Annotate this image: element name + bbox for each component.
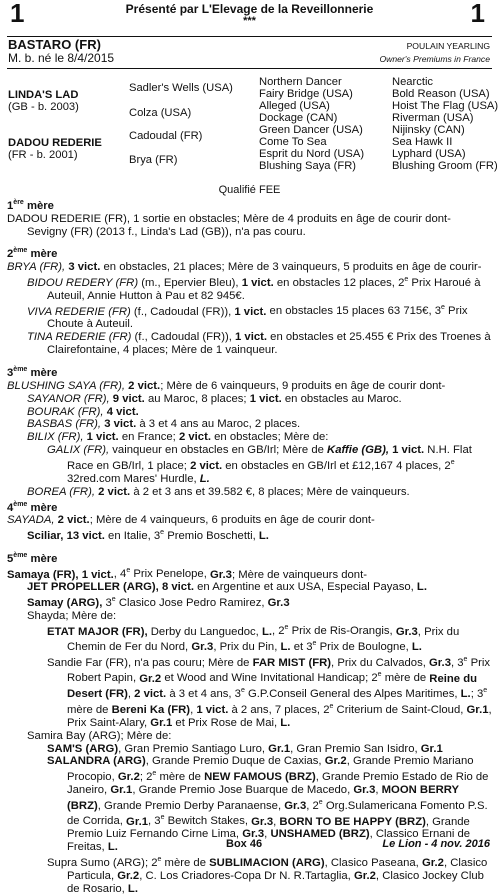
pedigree-gen4: Riverman (USA) xyxy=(392,112,474,124)
produce-line: ETAT MAJOR (FR), Derby du Languedoc, L., 2e Prix de Ris-Orangis, Gr.3, Prix du Chemin de Fer du Nord, Gr.3, Prix du Pin, L. et 3e Prix de Boulogne, L. xyxy=(47,624,460,654)
pedigree-dam-info: (FR - b. 2001) xyxy=(8,149,78,161)
pedigree-gen2: Sadler's Wells (USA) xyxy=(129,82,233,94)
pedigree-gen3: Come To Sea xyxy=(259,136,327,148)
pedigree-gen3: Northern Dancer xyxy=(259,76,342,88)
pedigree-gen2: Colza (USA) xyxy=(129,107,192,119)
pedigree-gen2: Brya (FR) xyxy=(129,154,178,166)
produce-line: BIDOU REDERY (FR) (m., Epervier Bleu), 1 vict. en obstacles 12 places, 2e Prix Haroué à Auteuil, Annie Hutton à Pau et 82 945€. xyxy=(27,276,481,302)
qualifie-fee: Qualifié FEE xyxy=(218,184,281,196)
produce-line: Samay (ARG), 3e Clasico Jose Pedro Ramirez, Gr.3 xyxy=(27,596,290,609)
section-title-1: 1ère mère xyxy=(7,199,54,212)
third-dam-line: BLUSHING SAYA (FR), 2 vict.; Mère de 6 vainqueurs, 9 produits en âge de courir dont- xyxy=(7,379,446,392)
produce-line: VIVA REDERIE (FR) (f., Cadoudal (FR)), 1 vict. en obstacles 15 places 63 715€, 3e Prix Choute à Auteuil. xyxy=(27,304,468,331)
produce-line: BILIX (FR), 1 vict. en France; 2 vict. en obstacles; Mère de: xyxy=(27,431,329,444)
section-title-3: 3ème mère xyxy=(7,366,58,379)
pedigree-sire: LINDA'S LAD xyxy=(8,89,79,101)
horse-birth: M. b. né le 8/4/2015 xyxy=(8,51,115,65)
pedigree-gen4: Nijinsky (CAN) xyxy=(392,124,465,136)
produce-line: JET PROPELLER (ARG), 8 vict. en Argentine et aux USA, Especial Payaso, L. xyxy=(27,581,427,594)
second-dam-line: BRYA (FR), 3 vict. en obstacles, 21 places; Mère de 3 vainqueurs, 5 produits en âge de courir- xyxy=(7,261,482,274)
produce-line: BASBAS (FR), 3 vict. à 3 et 4 ans au Maroc, 2 places. xyxy=(27,418,301,431)
produce-line: GALIX (FR), vainqueur en obstacles en GB/Irl; Mère de Kaffie (GB), 1 vict. N.H. Flat Race en GB/Irl, 1 place; 2 vict. en obstacles en GB/Irl et £12,167 4 places, 2e 32red.com Mares' Hurdle, L. xyxy=(47,444,472,485)
produce-line: Samira Bay (ARG); Mère de: xyxy=(27,729,172,742)
pedigree-gen4: Nearctic xyxy=(392,76,434,88)
pedigree-gen3: Green Dancer (USA) xyxy=(259,124,363,136)
produce-line: BOURAK (FR), 4 vict. xyxy=(27,405,139,418)
section-title-4: 4ème mère xyxy=(7,500,58,514)
stars: *** xyxy=(243,15,256,27)
pedigree-gen4: Blushing Groom (FR) xyxy=(392,160,498,172)
produce-line: TINA REDERIE (FR) (f., Cadoudal (FR)), 1 vict. en obstacles et 25.455 € Prix des Troenes à Clairefontaine, 4 places; Mère de 1 vainqueur. xyxy=(27,331,491,357)
pedigree-gen4: Hoist The Flag (USA) xyxy=(392,100,499,112)
produce-record xyxy=(7,197,492,896)
produce-line: Shayda; Mère de: xyxy=(27,609,117,622)
produce-line: Sandie Far (FR), n'a pas couru; Mère de FAR MIST (FR), Prix du Calvados, Gr.3, 3e Prix Robert Papin, Gr.2 et Wood and Wine Invitational Handicap; 2e mère de Reine du Desert (FR), 2 vict. à 3 et 4 ans, 3e G.P.Conseil General des Alpes Maritimes, L.; 3e mère de Bereni Ka (FR), 1 vict. à 2 ans, 7 places, 2e Criterium de Saint-Cloud, Gr.1, Prix Saint-Alary, Gr.1 et Prix Rose de Mai, L. xyxy=(47,656,492,729)
horse-category: POULAIN YEARLING xyxy=(406,41,490,51)
pedigree-dam: DADOU REDERIE xyxy=(8,137,102,149)
pedigree-gen4: Lyphard (USA) xyxy=(392,148,466,160)
produce-line: Supra Sumo (ARG); 2e mère de SUBLIMACION (ARG), Clasico Paseana, Gr.2, Clasico Particula, Gr.2, C. Los Criadores-Copa Dr N. R.Tartaglia, Gr.2, Clasico Jockey Club de Rosario, L. xyxy=(47,856,488,895)
divider-pedigree-top xyxy=(7,68,492,69)
horse-name: BASTARO (FR) xyxy=(8,37,101,52)
presenter: Présenté par L'Elevage de la Reveillonnerie xyxy=(125,2,374,16)
fifth-dam-line: Samaya (FR), 1 vict., 4e Prix Penelope, Gr.3; Mère de vainqueurs dont- xyxy=(7,567,367,581)
lot-number-right: 1 xyxy=(470,0,485,28)
pedigree-gen3: Dockage (CAN) xyxy=(259,112,338,124)
pedigree-gen4: Bold Reason (USA) xyxy=(392,88,490,100)
first-dam-text: DADOU REDERIE (FR), 1 sortie en obstacles; Mère de 4 produits en âge de courir dont- Sevigny (FR) (2013 f., Linda's Lad (GB)), n'a pas couru. xyxy=(7,212,451,238)
produce-line: BOREA (FR), 2 vict. à 2 et 3 ans et 39.582 €, 8 places; Mère de vainqueurs. xyxy=(27,485,410,498)
lot-number: 1 xyxy=(10,0,25,28)
produce-line: SAM'S (ARG), Gran Premio Santiago Luro, Gr.1, Gran Premio San Isidro, Gr.1 xyxy=(47,742,443,755)
produce-line: Sciliar, 13 vict. en Italie, 3e Premio Boschetti, L. xyxy=(27,529,269,542)
pedigree-gen3: Fairy Bridge (USA) xyxy=(259,88,353,100)
section-title-2: 2ème mère xyxy=(7,247,58,261)
pedigree-sire-info: (GB - b. 2003) xyxy=(8,101,79,113)
pedigree-gen3: Blushing Saya (FR) xyxy=(259,160,356,172)
produce-line: SAYANOR (FR), 9 vict. au Maroc, 8 places; 1 vict. en obstacles au Maroc. xyxy=(27,392,402,405)
fourth-dam-line: SAYADA, 2 vict.; Mère de 4 vainqueurs, 6 produits en âge de courir dont- xyxy=(7,514,375,527)
pedigree-gen3: Alleged (USA) xyxy=(259,100,330,112)
pedigree-gen2: Cadoudal (FR) xyxy=(129,130,203,142)
footer-venue: Le Lion - 4 nov. 2016 xyxy=(382,838,490,850)
footer-box: Box 46 xyxy=(226,838,263,850)
pedigree-gen3: Esprit du Nord (USA) xyxy=(259,148,365,160)
pedigree-gen4: Sea Hawk II xyxy=(392,136,453,148)
section-title-5: 5ème mère xyxy=(7,551,58,565)
owner-premiums: Owner's Premiums in France xyxy=(379,54,490,64)
produce-line: SALANDRA (ARG), Grande Premio Duque de Caxias, Gr.2, Grande Premio Mariano Procopio, Gr.2; 2e mère de NEW FAMOUS (BRZ), Grande Premio Estado de Rio de Janeiro, Gr.1, Grande Premio Jose Buarque de Macedo, Gr.3, MOON BERRY (BRZ), Grande Premio Derby Paranaense, Gr.3, 2e Org.Sulamericana Fomento P.S. de Corrida, Gr.1, 3e Bewitch Stakes, Gr.3, BORN TO BE HAPPY (BRZ), Grande Premio Luiz Fernando Cirne Lima, Gr.3, UNSHAMED (BRZ), Classico Ernani de Freitas, L. xyxy=(47,755,489,854)
